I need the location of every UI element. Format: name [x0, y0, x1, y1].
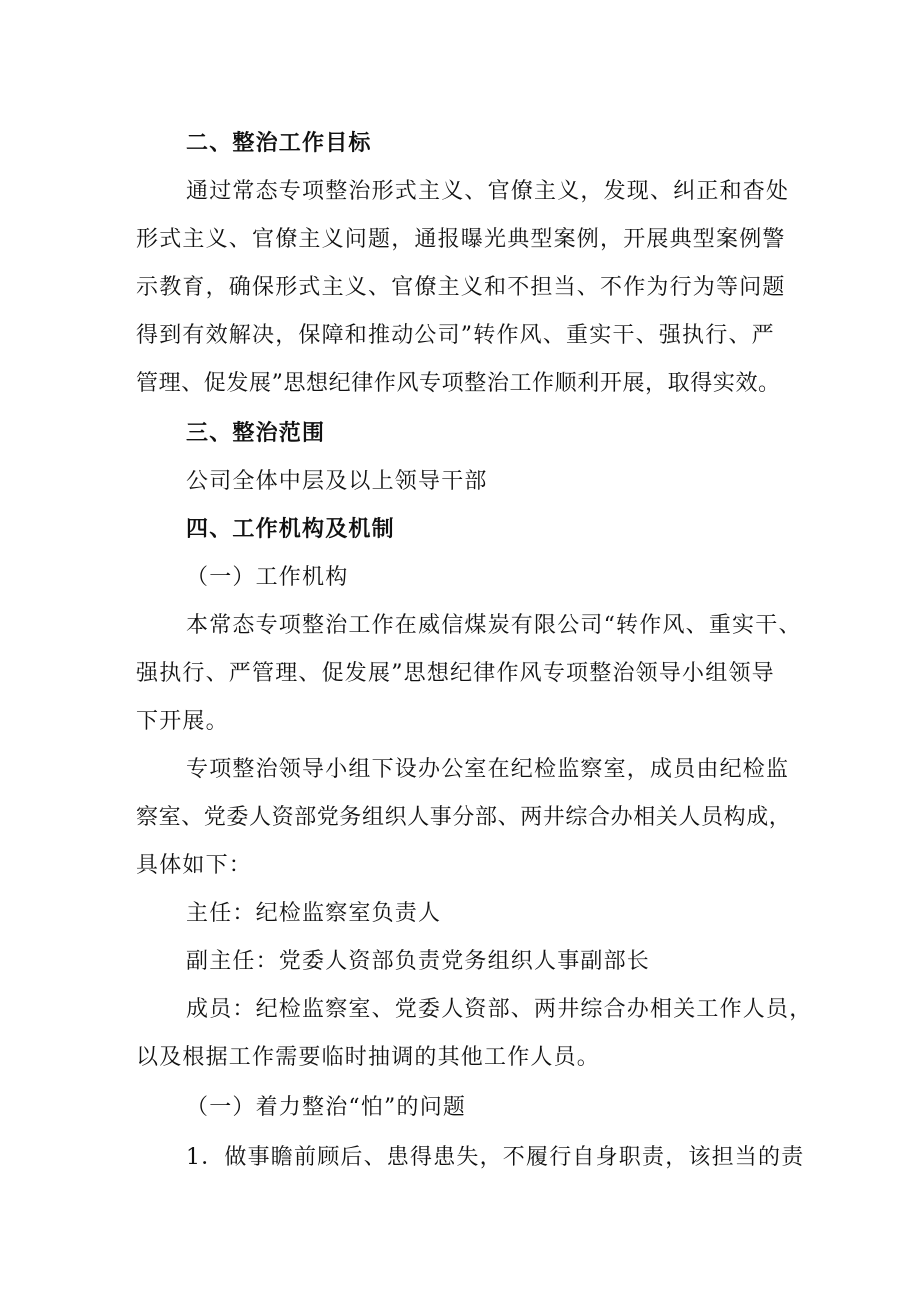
paragraph-line: 管理、促发展”思想纪律作风专项整治工作顺利开展，取得实效。	[136, 371, 781, 396]
director-line: 主任：纪检监察室负责人	[186, 901, 442, 926]
section-heading-organization: 四、工作机构及机制	[186, 517, 395, 542]
paragraph-line: 下开展。	[136, 709, 229, 734]
paragraph-line: 强执行、严管理、促发展”思想纪律作风专项整治领导小组领导	[136, 661, 775, 686]
members-line: 成员：纪检监察室、党委人资部、两井综合办相关工作人员，	[186, 997, 813, 1022]
paragraph-line: 公司全体中层及以上领导干部	[186, 469, 488, 494]
paragraph-line: 形式主义、官僚主义问题，通报曝光典型案例，开展典型案例警	[136, 227, 786, 252]
subheading-fear-problem: （一）着力整治“怕”的问题	[186, 1095, 467, 1120]
subheading-work-organization: （一）工作机构	[186, 565, 349, 590]
paragraph-line: 通过常态专项整治形式主义、官僚主义，发现、纠正和杳处	[186, 179, 790, 204]
list-item: 1．做事瞻前顾后、患得患失，不履行自身职责，该担当的责	[186, 1145, 805, 1170]
paragraph-line: 本常态专项整治工作在威信煤炭有限公司“转作风、重实干、	[186, 613, 802, 638]
members-line: 以及根据工作需要临时抽调的其他工作人员。	[136, 1045, 601, 1070]
paragraph-line: 具体如下：	[136, 853, 253, 878]
paragraph-line: 专项整治领导小组下设办公室在纪检监察室，成员由纪检监	[186, 757, 790, 782]
deputy-director-line: 副主任：党委人资部负责党务组织人事副部长	[186, 949, 651, 974]
section-heading-scope: 三、整治范围	[186, 421, 326, 446]
paragraph-line: 察室、党委人资部党务组织人事分部、两井综合办相关人员构成，	[136, 805, 792, 830]
paragraph-line: 得到有效解决，保障和推动公司”转作风、重实干、强执行、严	[136, 323, 775, 348]
section-heading-goals: 二、整治工作目标	[186, 131, 372, 156]
paragraph-line: 示教育，确保形式主义、官僚主义和不担当、不作为行为等问题	[136, 275, 786, 300]
